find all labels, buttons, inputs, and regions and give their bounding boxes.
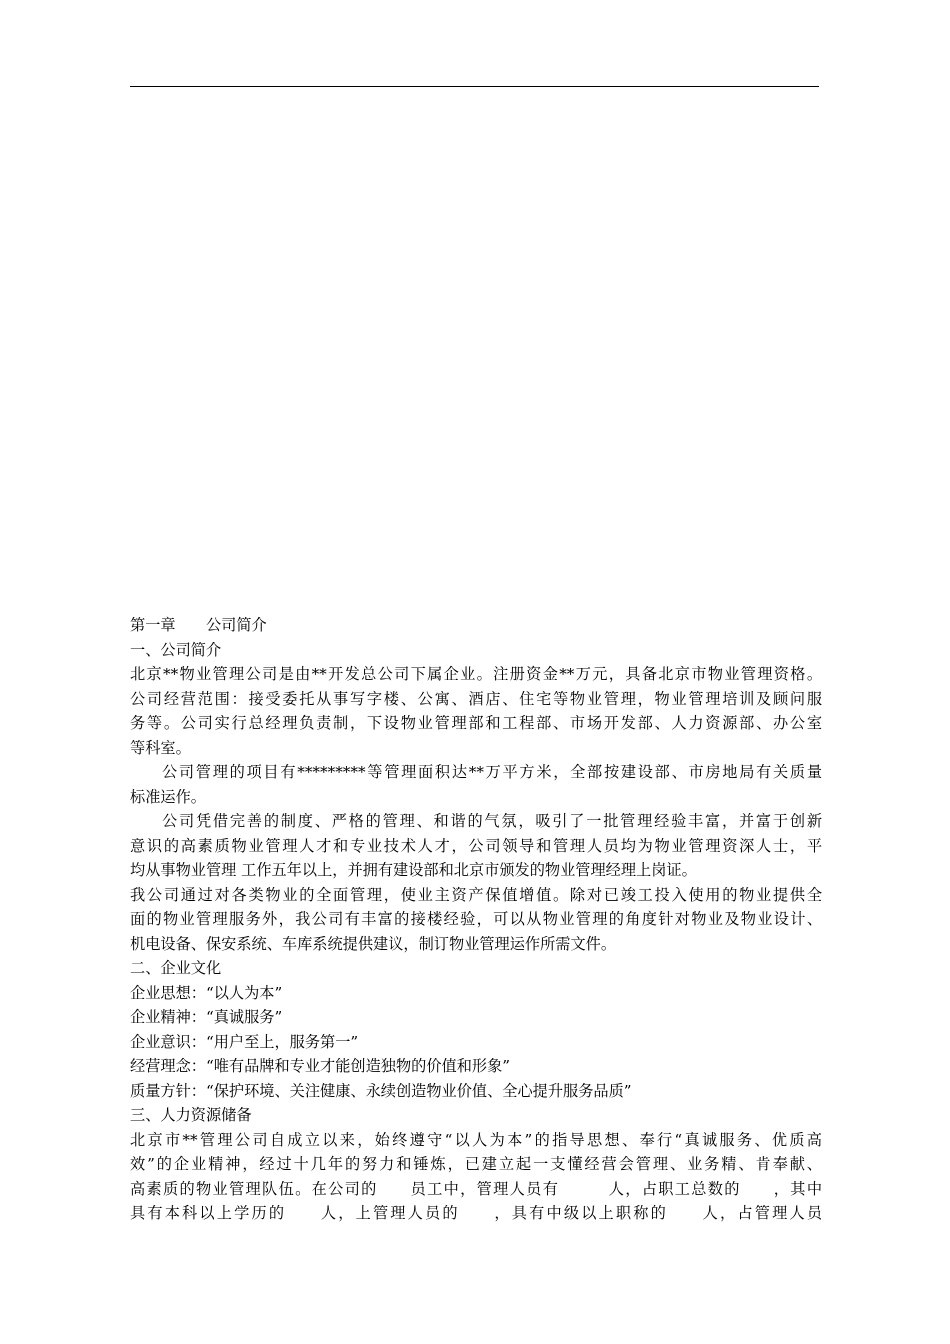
text-line: 质量方针：“保护环境、关注健康、永续创造物业价值、全心提升服务品质”: [130, 1081, 632, 1100]
text-line: 企业意识：“用户至上，服务第一”: [130, 1032, 359, 1051]
text-line: 具有本科以上学历的 人，上管理人员的 ，具有中级以上职称的 人，占管理人员: [130, 1204, 822, 1222]
text-line: 企业精神：“真诚服务”: [130, 1008, 283, 1026]
document-body: [130, 613, 822, 1226]
text-line: 公司管理的项目有*********等管理面积达**万平方米，全部按建设部、市房地局有关质量: [162, 763, 822, 781]
text-line: 公司经营范围：接受委托从事写字楼、公寓、酒店、住宅等物业管理，物业管理培训及顾问服: [130, 689, 822, 708]
text-line: 标准运作。: [130, 787, 206, 806]
chapter-title: 第一章 公司简介: [130, 616, 267, 634]
text-line: 一、公司简介: [130, 640, 222, 659]
text-line: 均从事物业管理 工作五年以上，并拥有建设部和北京市颁发的物业管理经理上岗证。: [130, 861, 697, 879]
text-line: 二、企业文化: [130, 959, 222, 977]
text-line: 机电设备、保安系统、车库系统提供建议，制订物业管理运作所需文件。: [130, 934, 616, 953]
text-line: 北京市**管理公司自成立以来，始终遵守“以人为本”的指导思想、奉行“真诚服务、优质高: [130, 1130, 822, 1149]
body-lines: [130, 638, 822, 1226]
text-line: 效”的企业精神，经过十几年的努力和锤炼，已建立起一支懂经营会管理、业务精、肯奉献、: [130, 1155, 822, 1173]
text-line: 经营理念：“唯有品牌和专业才能创造独物的价值和形象”: [130, 1057, 511, 1075]
text-line: 意识的高素质物业管理人才和专业技术人才，公司领导和管理人员均为物业管理资深人士，平: [130, 836, 822, 855]
text-line: 企业思想：“以人为本”: [130, 983, 283, 1002]
text-line: 公司凭借完善的制度、严格的管理、和谐的气氛，吸引了一批管理经验丰富，并富于创新: [162, 812, 822, 830]
text-line: 我公司通过对各类物业的全面管理，使业主资产保值增值。除对已竣工投入使用的物业提供全: [130, 885, 822, 904]
text-line: 等科室。: [130, 738, 191, 757]
header-rule: [130, 86, 819, 87]
text-line: 高素质的物业管理队伍。在公司的 员工中，管理人员有 人，占职工总数的 ，其中: [130, 1179, 822, 1198]
text-line: 三、人力资源储备: [130, 1106, 252, 1124]
text-line: 北京**物业管理公司是由**开发总公司下属企业。注册资金**万元，具备北京市物业管理资格。: [130, 665, 822, 683]
text-line: 面的物业管理服务外，我公司有丰富的接楼经验，可以从物业管理的角度针对物业及物业设计、: [130, 910, 822, 928]
text-line: 务等。公司实行总经理负责制，下设物业管理部和工程部、市场开发部、人力资源部、办公室: [130, 714, 822, 732]
